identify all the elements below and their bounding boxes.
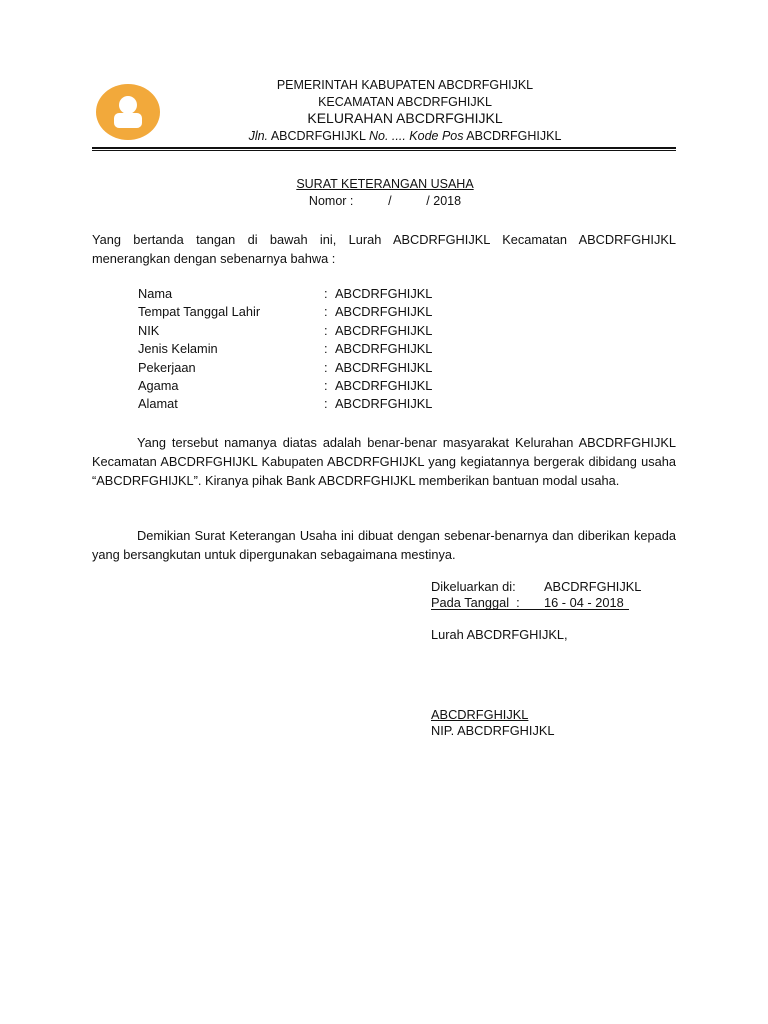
signatory-name: ABCDRFGHIJKL (431, 707, 529, 722)
field-colon: : (324, 341, 328, 357)
address-postcode: ABCDRFGHIJKL (463, 129, 562, 143)
issued-date-value: 16 - 04 - 2018 (544, 595, 624, 610)
field-label: Jenis Kelamin (138, 341, 218, 357)
header-line-district: KECAMATAN ABCDRFGHIJKL (318, 95, 492, 109)
header-line-government: PEMERINTAH KABUPATEN ABCDRFGHIJKL (276, 78, 534, 92)
header-line-village: KELURAHAN ABCDRFGHIJKL (307, 110, 503, 126)
issued-place-value: ABCDRFGHIJKL (544, 579, 642, 594)
address-prefix: Jln. (248, 129, 269, 143)
document-title (230, 177, 540, 191)
issued-underline (431, 609, 629, 610)
header-divider (92, 147, 676, 149)
intro-paragraph: Yang bertanda tangan di bawah ini, Lurah ABCDRFGHIJKL Kecamatan ABCDRFGHIJKL menerangkan dengan sebenarnya bahwa : (92, 232, 676, 266)
field-label: NIK (138, 322, 160, 338)
header-divider-thin (92, 150, 676, 151)
address-name: ABCDRFGHIJKL (268, 129, 369, 143)
field-colon: : (324, 396, 328, 412)
field-label: Nama (138, 286, 173, 301)
field-colon: : (324, 378, 328, 393)
field-value: ABCDRFGHIJKL (335, 341, 433, 357)
field-value: ABCDRFGHIJKL (335, 396, 433, 412)
field-value: ABCDRFGHIJKL (335, 286, 433, 301)
field-value: ABCDRFGHIJKL (335, 322, 433, 338)
issued-date-label: Pada Tanggal : (431, 595, 520, 610)
field-value: ABCDRFGHIJKL (335, 378, 433, 393)
field-label: Alamat (138, 396, 178, 412)
closing-paragraph: Demikian Surat Keterangan Usaha ini dibuat dengan sebenar-benarnya dan diberikan kepada yang bersangkutan untuk dipergunakan sebagaimana mestinya. (92, 528, 676, 562)
header-address (230, 129, 580, 144)
user-icon (96, 84, 160, 140)
signatory-position: Lurah ABCDRFGHIJKL, (431, 627, 568, 642)
document-number: Nomor : / / 2018 (308, 194, 462, 208)
statement-paragraph: Yang tersebut namanya diatas adalah benar-benar masyarakat Kelurahan ABCDRFGHIJKL Kecamatan ABCDRFGHIJKL Kabupaten ABCDRFGHIJKL yang kegiatannya bergerak dibidang usaha “ABCDRFGHIJKL”. Kiranya pihak Bank ABCDRFGHIJKL memberikan bantuan modal usaha. (92, 435, 676, 488)
field-label: Tempat Tanggal Lahir (138, 304, 261, 320)
field-colon: : (324, 359, 328, 375)
field-label: Pekerjaan (138, 359, 196, 375)
field-value: ABCDRFGHIJKL (335, 359, 433, 375)
document-title-text: SURAT KETERANGAN USAHA (296, 177, 474, 191)
field-colon: : (324, 286, 328, 301)
field-value: ABCDRFGHIJKL (335, 304, 433, 320)
signatory-nip: NIP. ABCDRFGHIJKL (431, 723, 555, 738)
field-colon: : (324, 322, 328, 338)
issued-place-label: Dikeluarkan di: (431, 579, 516, 594)
address-postcode-label: No. .... Kode Pos (368, 129, 464, 143)
field-colon: : (324, 304, 328, 320)
field-label: Agama (138, 378, 179, 393)
logo (96, 84, 160, 140)
